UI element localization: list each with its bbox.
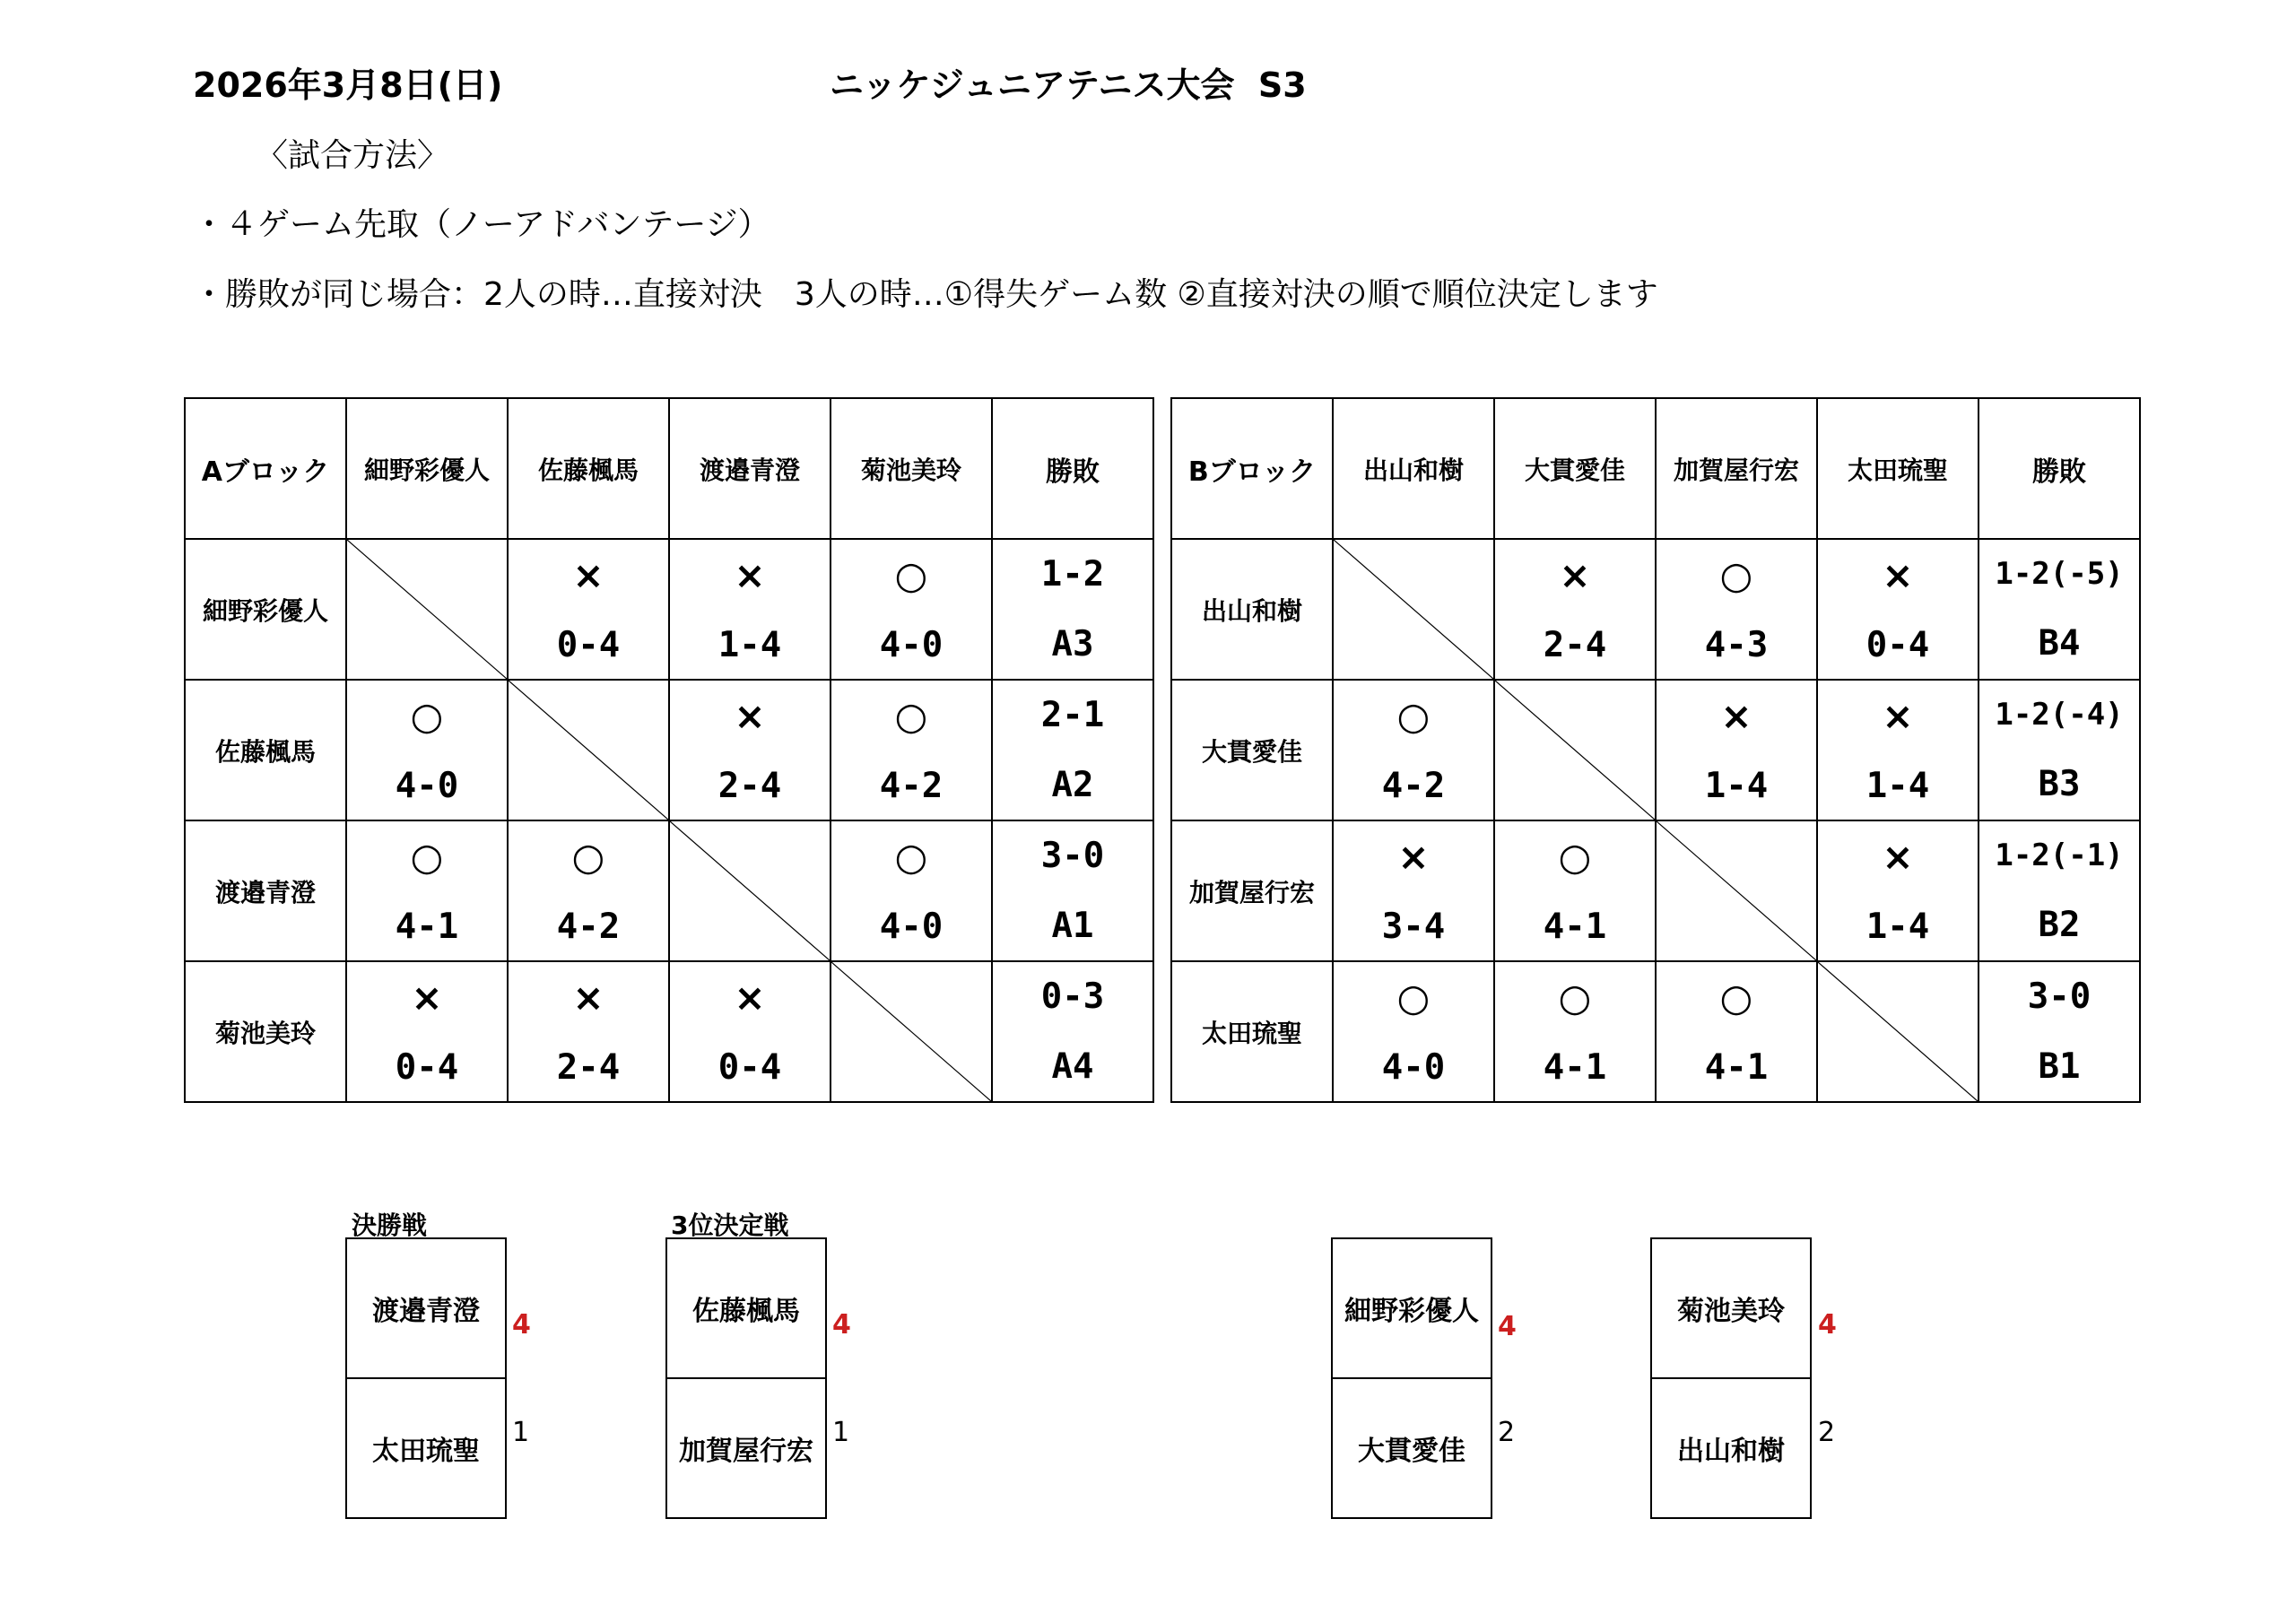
- result-score: 2-4: [1543, 624, 1607, 665]
- match-player-bottom: 太田琉聖: [347, 1377, 505, 1517]
- result-mark: ×: [1882, 693, 1914, 738]
- rank-label: B4: [2038, 622, 2081, 664]
- event-title: ニッケジュニアテニス大会 S3: [830, 65, 1307, 105]
- rank-label: A2: [1051, 764, 1094, 805]
- block-a-col-player: 菊池美玲: [831, 398, 992, 539]
- block-a-result-cell: [346, 961, 508, 1102]
- block-a-self-cell: [508, 680, 669, 820]
- record-content: [993, 962, 1152, 1101]
- block-b-table: [1170, 397, 2141, 1103]
- result-score: 0-4: [1866, 624, 1930, 665]
- rank-label: B1: [2038, 1046, 2081, 1087]
- result-score: 0-4: [395, 1046, 459, 1088]
- block-b-self-cell: [1494, 680, 1656, 820]
- result-mark: ×: [1720, 693, 1752, 738]
- match-player-top: 佐藤楓馬: [692, 1296, 800, 1327]
- result-mark: ×: [1559, 552, 1591, 597]
- result-content: [509, 962, 668, 1101]
- match-score-bottom: 1: [832, 1417, 850, 1448]
- block-b-record-header: 勝敗: [1979, 398, 2140, 539]
- block-b-result-cell: [1333, 961, 1494, 1102]
- match-player-top: 細野彩優人: [1344, 1296, 1479, 1327]
- result-mark: ○: [410, 693, 444, 738]
- record-content: [1979, 821, 2139, 960]
- block-a-result-cell: [346, 680, 508, 820]
- block-a-result-cell: [669, 539, 831, 680]
- block-a-self-cell: [346, 539, 508, 680]
- result-score: 1-4: [1866, 765, 1930, 806]
- match-player-bottom: 加賀屋行宏: [667, 1377, 825, 1517]
- result-content: [1657, 962, 1816, 1101]
- block-a-row: [185, 820, 1153, 961]
- result-score: 4-2: [1381, 765, 1446, 806]
- result-mark: ○: [1396, 975, 1431, 1020]
- result-score: 1-4: [1866, 906, 1930, 947]
- third-place-match: [665, 1237, 827, 1519]
- block-a-self-cell: [669, 820, 831, 961]
- record-content: [1979, 681, 2139, 820]
- record-content: [1979, 962, 2139, 1101]
- result-content: [1334, 962, 1493, 1101]
- result-content: [347, 681, 507, 820]
- result-content: [1657, 681, 1816, 820]
- result-content: [1334, 681, 1493, 820]
- rank-label: B2: [2038, 904, 2081, 945]
- record-content: [993, 540, 1152, 679]
- rule-line-1: ・４ゲーム先取（ノーアドバンテージ）: [193, 206, 770, 243]
- diagonal-line: [1657, 821, 1816, 960]
- result-mark: ○: [1558, 975, 1592, 1020]
- block-a-result-cell: [831, 680, 992, 820]
- block-b-row-player: 太田琉聖: [1171, 961, 1333, 1102]
- block-b-result-cell: [1494, 961, 1656, 1102]
- rank-label: B3: [2038, 763, 2081, 804]
- diagonal-line: [1495, 681, 1655, 820]
- result-mark: ○: [894, 693, 928, 738]
- record-content: [993, 821, 1152, 960]
- result-mark: ○: [571, 834, 605, 879]
- block-a-col-player: 佐藤楓馬: [508, 398, 669, 539]
- block-b-row-player: 大貫愛佳: [1171, 680, 1333, 820]
- final-match: [345, 1237, 507, 1519]
- win-loss-record: 1-2: [1040, 554, 1105, 595]
- block-b-col-player: 加賀屋行宏: [1656, 398, 1817, 539]
- block-a-result-cell: [831, 820, 992, 961]
- match-score-top: 4: [1498, 1311, 1517, 1342]
- result-mark: ○: [410, 834, 444, 879]
- result-content: [831, 681, 991, 820]
- block-a-label: Aブロック: [185, 398, 346, 539]
- placement-match: [1331, 1237, 1492, 1519]
- result-content: [1495, 540, 1655, 679]
- win-loss-record: 1-2(-1): [1995, 837, 2124, 873]
- result-score: 4-0: [879, 906, 944, 947]
- result-score: 4-0: [879, 624, 944, 665]
- match-score-bottom: 2: [1818, 1417, 1836, 1448]
- block-a-record-cell: [992, 539, 1153, 680]
- diagonal-line: [831, 962, 991, 1101]
- result-content: [670, 962, 830, 1101]
- rank-label: A1: [1051, 905, 1094, 946]
- block-b-record-cell: [1979, 820, 2140, 961]
- result-mark: ○: [1558, 834, 1592, 879]
- win-loss-record: 1-2(-5): [1995, 555, 2124, 592]
- block-a-row: [185, 539, 1153, 680]
- match-score-top: 4: [1818, 1309, 1837, 1341]
- win-loss-record: 0-3: [1040, 976, 1105, 1018]
- diagonal-line: [1334, 540, 1493, 679]
- third-place-label: 3位決定戦: [671, 1211, 789, 1240]
- match-player-top: 渡邉青澄: [372, 1296, 480, 1327]
- block-a-result-cell: [669, 680, 831, 820]
- result-content: [509, 821, 668, 960]
- result-content: [347, 821, 507, 960]
- result-mark: ×: [572, 552, 604, 597]
- result-content: [347, 962, 507, 1101]
- result-score: 4-0: [395, 765, 459, 806]
- result-score: 1-4: [1704, 765, 1769, 806]
- result-content: [509, 540, 668, 679]
- result-mark: ×: [734, 552, 766, 597]
- result-content: [1818, 540, 1978, 679]
- block-a-result-cell: [669, 961, 831, 1102]
- block-b-row-player: 加賀屋行宏: [1171, 820, 1333, 961]
- match-player-top: 菊池美玲: [1677, 1296, 1785, 1327]
- placement-match: [1650, 1237, 1812, 1519]
- block-a-record-cell: [992, 820, 1153, 961]
- block-b-result-cell: [1494, 820, 1656, 961]
- win-loss-record: 3-0: [2027, 976, 2092, 1018]
- result-mark: ○: [1396, 693, 1431, 738]
- block-b-record-cell: [1979, 680, 2140, 820]
- win-loss-record: 3-0: [1040, 836, 1105, 877]
- block-b-self-cell: [1656, 820, 1817, 961]
- result-content: [1657, 540, 1816, 679]
- block-a-row-player: 細野彩優人: [185, 539, 346, 680]
- result-score: 2-4: [556, 1046, 621, 1088]
- record-content: [1979, 540, 2139, 679]
- result-score: 4-2: [556, 906, 621, 947]
- result-mark: ×: [734, 975, 766, 1020]
- block-a-row-player: 渡邉青澄: [185, 820, 346, 961]
- result-mark: ○: [1719, 552, 1753, 597]
- result-content: [1334, 821, 1493, 960]
- rank-label: A4: [1051, 1046, 1094, 1087]
- result-score: 4-1: [395, 906, 459, 947]
- result-mark: ×: [1882, 834, 1914, 879]
- result-content: [670, 681, 830, 820]
- win-loss-record: 2-1: [1040, 695, 1105, 736]
- block-b-row-player: 出山和樹: [1171, 539, 1333, 680]
- diagonal-line: [347, 540, 507, 679]
- rule-line-2: ・勝敗が同じ場合：2人の時…直接対決 3人の時…①得失ゲーム数 ②直接対決の順で順位決定します: [193, 276, 1658, 313]
- result-score: 1-4: [718, 624, 782, 665]
- match-score-bottom: 1: [512, 1417, 530, 1448]
- block-b-result-cell: [1817, 539, 1979, 680]
- block-a-col-player: 細野彩優人: [346, 398, 508, 539]
- result-content: [831, 540, 991, 679]
- block-a-result-cell: [346, 820, 508, 961]
- result-content: [1495, 962, 1655, 1101]
- result-score: 4-2: [879, 765, 944, 806]
- block-b-col-player: 出山和樹: [1333, 398, 1494, 539]
- result-score: 0-4: [718, 1046, 782, 1088]
- result-score: 0-4: [556, 624, 621, 665]
- block-b-result-cell: [1656, 539, 1817, 680]
- result-content: [1818, 821, 1978, 960]
- block-b-record-cell: [1979, 539, 2140, 680]
- block-b-self-cell: [1817, 961, 1979, 1102]
- result-mark: ×: [572, 975, 604, 1020]
- block-a-row-player: 佐藤楓馬: [185, 680, 346, 820]
- block-b-row: [1171, 680, 2140, 820]
- block-b-row: [1171, 961, 2140, 1102]
- block-b-self-cell: [1333, 539, 1494, 680]
- result-content: [831, 821, 991, 960]
- result-score: 4-1: [1704, 1046, 1769, 1088]
- block-b-header-row: [1171, 398, 2140, 539]
- result-mark: ×: [734, 693, 766, 738]
- block-b-result-cell: [1333, 820, 1494, 961]
- result-score: 2-4: [718, 765, 782, 806]
- block-b-row: [1171, 820, 2140, 961]
- block-a-record-header: 勝敗: [992, 398, 1153, 539]
- block-a-row-player: 菊池美玲: [185, 961, 346, 1102]
- match-player-bottom: 大貫愛佳: [1333, 1377, 1491, 1517]
- block-a-result-cell: [831, 539, 992, 680]
- block-a-result-cell: [508, 961, 669, 1102]
- block-b-result-cell: [1656, 680, 1817, 820]
- block-b-col-player: 大貫愛佳: [1494, 398, 1656, 539]
- result-mark: ×: [411, 975, 443, 1020]
- record-content: [993, 681, 1152, 820]
- block-b-label: Bブロック: [1171, 398, 1333, 539]
- result-score: 4-3: [1704, 624, 1769, 665]
- block-b-result-cell: [1817, 820, 1979, 961]
- diagonal-line: [509, 681, 668, 820]
- result-score: 4-1: [1543, 1046, 1607, 1088]
- block-b-col-player: 太田琉聖: [1817, 398, 1979, 539]
- block-a-record-cell: [992, 680, 1153, 820]
- block-a-row: [185, 680, 1153, 820]
- rank-label: A3: [1051, 623, 1094, 664]
- block-a-header-row: [185, 398, 1153, 539]
- block-a-row: [185, 961, 1153, 1102]
- match-score-top: 4: [832, 1309, 851, 1341]
- block-b-result-cell: [1494, 539, 1656, 680]
- win-loss-record: 1-2(-4): [1995, 696, 2124, 733]
- match-player-bottom: 出山和樹: [1652, 1377, 1810, 1517]
- result-mark: ○: [894, 552, 928, 597]
- result-content: [1818, 681, 1978, 820]
- result-content: [670, 540, 830, 679]
- result-content: [1495, 821, 1655, 960]
- result-score: 3-4: [1381, 906, 1446, 947]
- result-mark: ×: [1882, 552, 1914, 597]
- match-score-bottom: 2: [1498, 1417, 1516, 1448]
- event-date: 2026年3月8日(日): [193, 65, 503, 105]
- block-a-result-cell: [508, 820, 669, 961]
- block-b-result-cell: [1817, 680, 1979, 820]
- result-mark: ×: [1397, 834, 1430, 879]
- result-mark: ○: [894, 834, 928, 879]
- block-a-table: [184, 397, 1154, 1103]
- diagonal-line: [670, 821, 830, 960]
- block-a-record-cell: [992, 961, 1153, 1102]
- block-a-result-cell: [508, 539, 669, 680]
- match-score-top: 4: [512, 1309, 531, 1341]
- block-a-self-cell: [831, 961, 992, 1102]
- block-b-result-cell: [1656, 961, 1817, 1102]
- result-score: 4-0: [1381, 1046, 1446, 1088]
- block-b-row: [1171, 539, 2140, 680]
- block-a-col-player: 渡邉青澄: [669, 398, 831, 539]
- rules-heading: 〈試合方法〉: [256, 137, 450, 174]
- result-score: 4-1: [1543, 906, 1607, 947]
- diagonal-line: [1818, 962, 1978, 1101]
- result-mark: ○: [1719, 975, 1753, 1020]
- block-b-record-cell: [1979, 961, 2140, 1102]
- block-b-result-cell: [1333, 680, 1494, 820]
- final-label: 決勝戦: [352, 1211, 428, 1240]
